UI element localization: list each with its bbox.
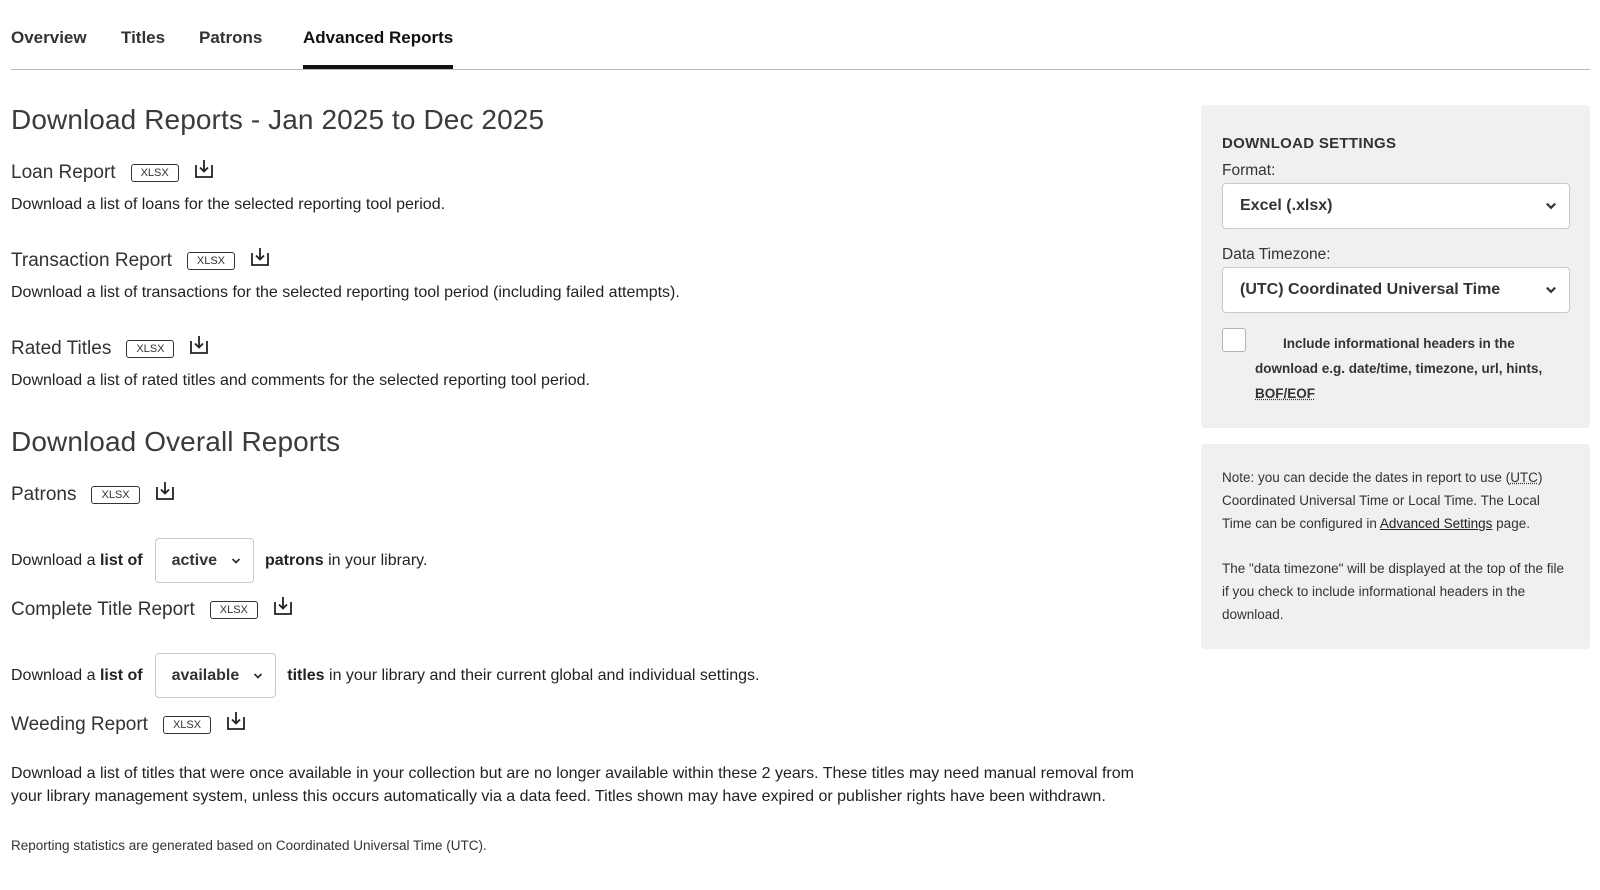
complete-title-status-value: available: [171, 666, 240, 684]
timezone-note-panel: [1201, 444, 1590, 649]
loan-report-title: [11, 162, 215, 184]
rated-titles-label: Rated Titles: [11, 338, 112, 359]
complete-title-filter-row: [11, 653, 759, 698]
loan-report-description: Download a list of loans for the selected reporting tool period.: [11, 196, 446, 213]
note-paragraph-1: [1222, 466, 1572, 535]
loan-report-xlsx-badge[interactable]: XLSX: [131, 164, 179, 182]
bof-eof-abbr: BOF/EOF: [1255, 386, 1315, 401]
complete-title-report-label: Complete Title Report: [11, 599, 195, 620]
chevron-down-icon: [1545, 284, 1557, 296]
patrons-filter-row: [11, 538, 427, 583]
complete-title-status-select[interactable]: [155, 653, 277, 698]
transaction-report-download-icon[interactable]: [249, 246, 271, 268]
complete-title-report-title: [11, 599, 294, 621]
tab-overview[interactable]: Overview: [11, 28, 87, 47]
patrons-report-title: [11, 484, 176, 506]
patrons-download-icon[interactable]: [154, 480, 176, 502]
rated-titles-description: Download a list of rated titles and comments for the selected reporting tool period.: [11, 372, 590, 389]
include-headers-text: Include informational headers in the download e.g. date/time, timezone, url, hints,: [1255, 336, 1543, 376]
weeding-xlsx-badge[interactable]: XLSX: [163, 716, 211, 734]
chevron-down-icon: [1545, 200, 1557, 212]
tab-titles[interactable]: Titles: [121, 28, 166, 47]
weeding-report-description: Download a list of titles that were once available in your collection but are no longer available within these 2 years. These titles may need manual removal from your library management system, unless this occurs automatically via a data feed. Titles shown may have expired or publisher rights have been withdrawn.: [11, 765, 1134, 805]
complete-title-download-icon[interactable]: [272, 595, 294, 617]
patrons-report-label: Patrons: [11, 484, 77, 505]
complete-title-text-suffix: in your library and their current global and individual settings.: [324, 666, 760, 684]
transaction-report-xlsx-badge[interactable]: XLSX: [187, 252, 235, 270]
loan-report-label: Loan Report: [11, 162, 116, 183]
chevron-down-icon: [253, 671, 263, 681]
note-p1-c: page.: [1492, 516, 1530, 531]
complete-title-text-prefix: Download a: [11, 666, 100, 684]
weeding-report-title: [11, 714, 247, 736]
note-p1-a: Note: you can decide the dates in report to use (: [1222, 470, 1511, 485]
period-reports-heading: Download Reports - Jan 2025 to Dec 2025: [11, 104, 545, 135]
advanced-settings-link[interactable]: Advanced Settings: [1379, 516, 1493, 531]
complete-title-xlsx-badge[interactable]: XLSX: [210, 601, 258, 619]
patrons-xlsx-badge[interactable]: XLSX: [91, 486, 139, 504]
complete-title-text-bold: list of: [99, 666, 143, 684]
patrons-status-select[interactable]: [155, 538, 254, 583]
patrons-text-bold: list of: [99, 551, 143, 569]
tab-advanced-reports[interactable]: Advanced Reports: [303, 28, 453, 69]
chevron-down-icon: [231, 556, 241, 566]
weeding-download-icon[interactable]: [225, 710, 247, 732]
rated-titles-xlsx-badge[interactable]: XLSX: [126, 340, 174, 358]
complete-title-text-bold-after: titles: [287, 666, 325, 684]
timezone-label: Data Timezone:: [1222, 246, 1331, 263]
transaction-report-title: [11, 250, 271, 272]
patrons-status-value: active: [171, 551, 217, 569]
download-settings-panel: [1201, 105, 1590, 428]
timezone-select-value: (UTC) Coordinated Universal Time: [1240, 281, 1501, 298]
include-headers-label: [1255, 331, 1565, 406]
transaction-report-label: Transaction Report: [11, 250, 172, 271]
utc-footnote: Reporting statistics are generated based on Coordinated Universal Time (UTC).: [11, 838, 487, 853]
tab-patrons[interactable]: Patrons: [199, 28, 263, 47]
transaction-report-description: Download a list of transactions for the selected reporting tool period (including failed attempts).: [11, 284, 680, 301]
note-p1-b: ) Coordinated Universal Time or Local Time. The Local Time can be configured in: [1222, 470, 1543, 531]
patrons-text-prefix: Download a: [11, 551, 100, 569]
note-paragraph-2: The "data timezone" will be displayed at the top of the file if you check to include informational headers in the download.: [1222, 561, 1565, 622]
patrons-text-suffix: in your library.: [323, 551, 428, 569]
timezone-select[interactable]: [1222, 267, 1570, 313]
overall-reports-heading: Download Overall Reports: [11, 426, 341, 457]
format-select-value: Excel (.xlsx): [1240, 197, 1333, 214]
include-headers-checkbox[interactable]: [1222, 328, 1246, 352]
loan-report-download-icon[interactable]: [193, 158, 215, 180]
download-settings-title: DOWNLOAD SETTINGS: [1222, 135, 1397, 152]
weeding-report-label: Weeding Report: [11, 714, 148, 735]
rated-titles-title: [11, 338, 210, 360]
rated-titles-download-icon[interactable]: [188, 334, 210, 356]
utc-abbr: UTC: [1510, 470, 1538, 485]
tab-bar: [11, 0, 1590, 70]
patrons-text-bold-after: patrons: [265, 551, 324, 569]
format-select[interactable]: [1222, 183, 1570, 229]
format-label: Format:: [1222, 162, 1276, 179]
